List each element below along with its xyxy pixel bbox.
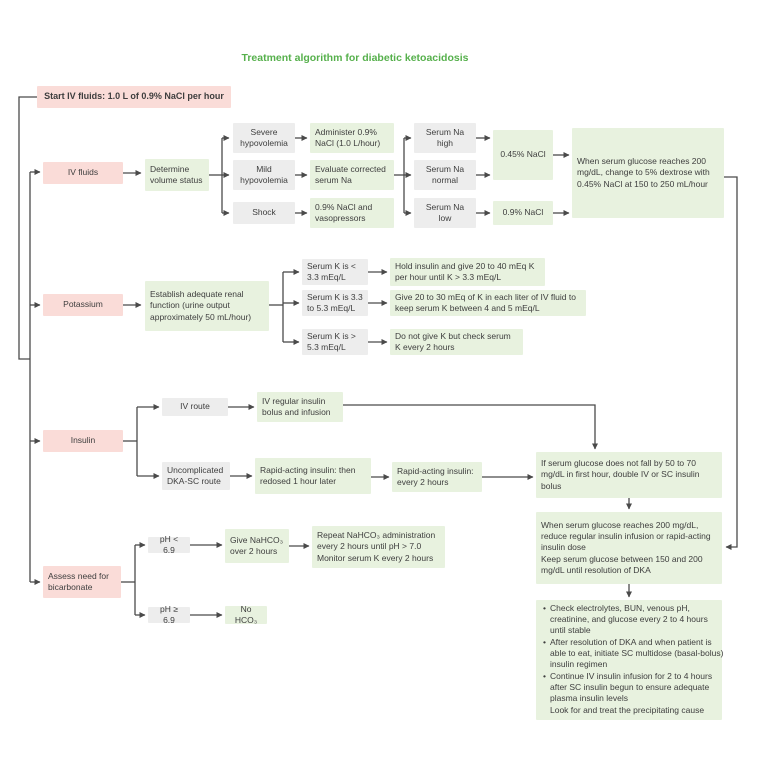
node-no-hco3: No HCO₃ (225, 606, 267, 624)
node-start-iv-fluids: Start IV fluids: 1.0 L of 0.9% NaCl per hour (37, 86, 231, 108)
node-09-nacl: 0.9% NaCl (493, 201, 553, 225)
monitoring-item: Look for and treat the precipitating cause (550, 705, 705, 716)
monitoring-item: • Check electrolytes, BUN, venous pH, creatinine, and glucose every 2 to 4 hours until stable (542, 603, 724, 636)
node-reduce-insulin-line1: When serum glucose reaches 200 mg/dL, reduce regular insulin infusion or rapid-acting insulin dose (541, 520, 711, 553)
node-045-nacl: 0.45% NaCl (493, 130, 553, 180)
node-do-not-give-k: Do not give K but check serum K every 2 hours (390, 329, 523, 355)
node-assess-bicarbonate: Assess need for bicarbonate (43, 566, 121, 598)
node-serum-k-mid: Serum K is 3.3 to 5.3 mEq/L (302, 290, 368, 316)
node-shock: Shock (233, 202, 295, 224)
node-glucose-200-dextrose: When serum glucose reaches 200 mg/dL, change to 5% dextrose with 0.45% NaCl at 150 to 250 mL/hour (572, 128, 724, 218)
node-repeat-nahco3 (312, 526, 445, 568)
node-serum-na-normal: Serum Na normal (414, 160, 476, 190)
node-reduce-insulin (536, 512, 722, 584)
node-monitoring-checklist (536, 600, 722, 720)
node-hold-insulin-give-k: Hold insulin and give 20 to 40 mEq K per hour until K > 3.3 mEq/L (390, 258, 545, 286)
node-iv-route: IV route (162, 398, 228, 416)
node-repeat-nahco3-line2: Monitor serum K every 2 hours (317, 552, 434, 563)
node-serum-na-high: Serum Na high (414, 123, 476, 153)
node-reduce-insulin-line2: Keep serum glucose between 150 and 200 mg/dL until resolution of DKA (541, 553, 703, 575)
page-title: Treatment algorithm for diabetic ketoacidosis (241, 52, 469, 64)
node-serum-k-low: Serum K is < 3.3 mEq/L (302, 259, 368, 285)
node-rapid-acting-redosed: Rapid-acting insulin: then redosed 1 hour later (255, 458, 371, 494)
monitoring-item: • After resolution of DKA and when patient is able to eat, initiate SC multidose (basal-bolus) insulin regimen (542, 637, 724, 670)
node-insulin: Insulin (43, 430, 123, 452)
node-determine-volume-status: Determine volume status (145, 159, 209, 191)
node-administer-nacl: Administer 0.9% NaCl (1.0 L/hour) (310, 123, 394, 153)
node-repeat-nahco3-line1: Repeat NaHCO₃ administration every 2 hours until pH > 7.0 (317, 530, 436, 552)
node-serum-k-high: Serum K is > 5.3 mEq/L (302, 329, 368, 355)
node-dka-sc-route: Uncomplicated DKA-SC route (162, 462, 230, 490)
node-serum-na-low: Serum Na low (414, 198, 476, 228)
node-severe-hypovolemia: Severe hypovolemia (233, 123, 295, 153)
node-give-nahco3: Give NaHCO₃ over 2 hours (225, 529, 289, 563)
node-renal-function: Establish adequate renal function (urine output approximately 50 mL/hour) (145, 281, 269, 331)
node-glucose-not-falling: If serum glucose does not fall by 50 to 70 mg/dL in first hour, double IV or SC insulin bolus (536, 452, 722, 498)
node-mild-hypovolemia: Mild hypovolemia (233, 160, 295, 190)
node-iv-fluids: IV fluids (43, 162, 123, 184)
node-ph-above-69: pH ≥ 6.9 (148, 607, 190, 623)
node-iv-regular-insulin: IV regular insulin bolus and infusion (257, 392, 343, 422)
node-rapid-acting-every-2h: Rapid-acting insulin: every 2 hours (392, 462, 482, 492)
monitoring-item: • Continue IV insulin infusion for 2 to 4 hours after SC insulin begun to ensure adequate plasma insulin levels (542, 671, 724, 704)
node-give-20-30-meq-k: Give 20 to 30 mEq of K in each liter of IV fluid to keep serum K between 4 and 5 mEq/L (390, 290, 586, 316)
node-evaluate-serum-na: Evaluate corrected serum Na (310, 160, 394, 190)
node-potassium: Potassium (43, 294, 123, 316)
node-ph-below-69: pH < 6.9 (148, 537, 190, 553)
node-nacl-vasopressors: 0.9% NaCl and vasopressors (310, 198, 394, 228)
